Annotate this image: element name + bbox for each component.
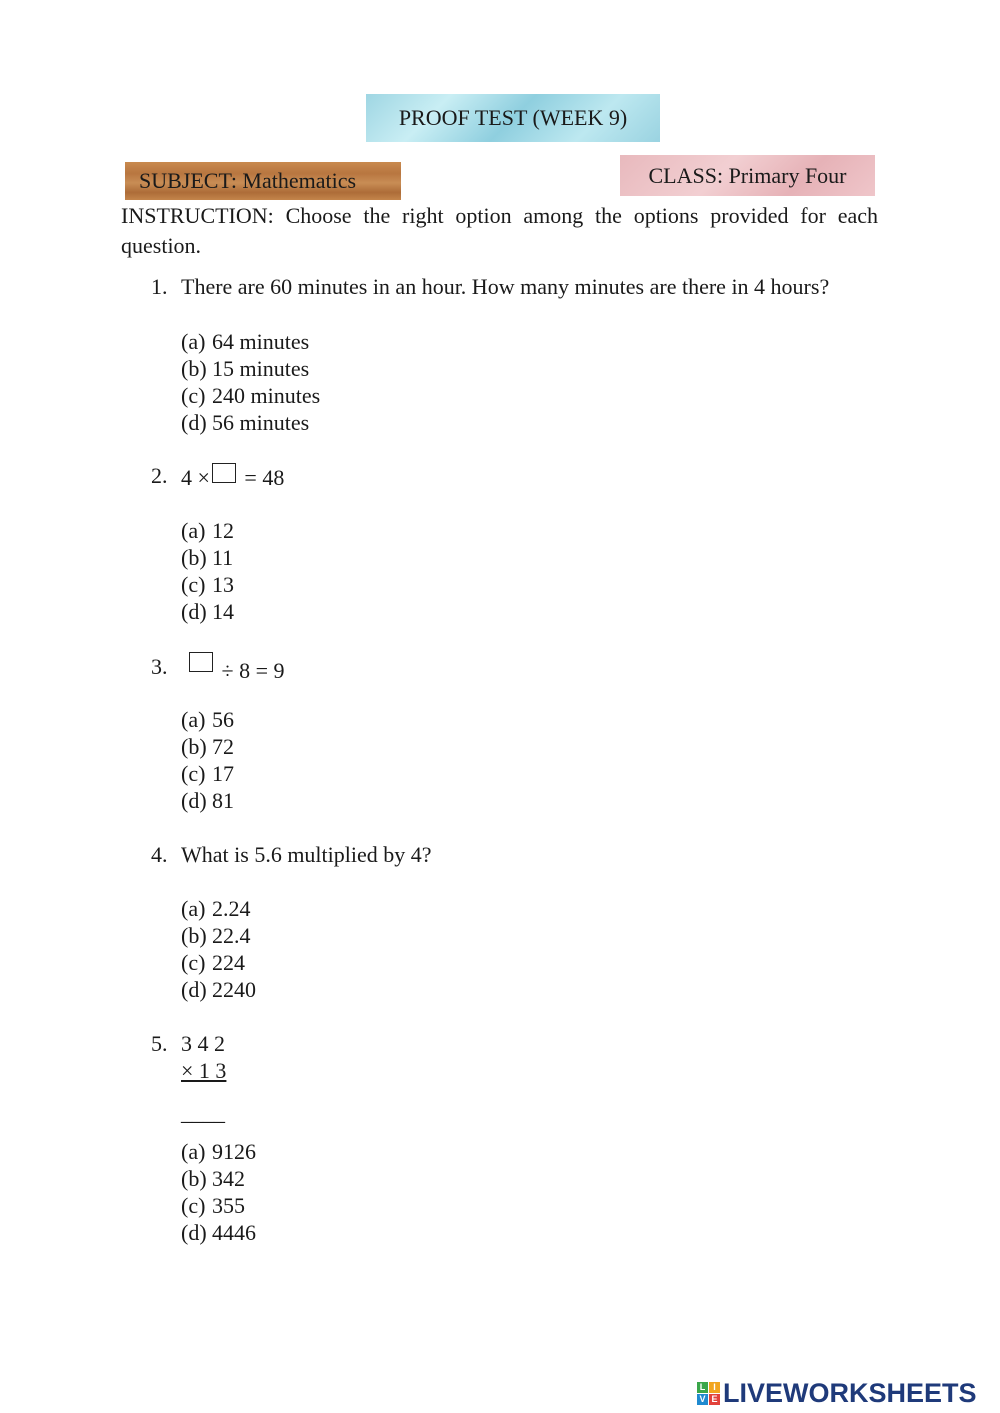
option-value: 9126 <box>212 1139 256 1164</box>
class-label: CLASS: Primary Four <box>648 162 847 188</box>
option-label: (c) <box>181 383 206 408</box>
option-value: 4446 <box>212 1220 256 1245</box>
option-value: 14 <box>212 599 234 624</box>
option-item[interactable] <box>181 1220 256 1246</box>
question-text: What is 5.6 multiplied by 4? <box>181 842 432 867</box>
question-text: There are 60 minutes in an hour. How many minutes are there in 4 hours? <box>181 274 830 299</box>
liveworksheets-brand[interactable] <box>697 1378 977 1408</box>
option-label: (d) <box>181 1220 207 1245</box>
option-item[interactable] <box>181 734 234 760</box>
option-label: (d) <box>181 788 207 813</box>
option-label: (a) <box>181 1139 206 1164</box>
class-banner <box>620 155 875 196</box>
subject-banner <box>125 162 401 200</box>
page-title: PROOF TEST (WEEK 9) <box>398 105 628 130</box>
option-value: 72 <box>212 734 234 759</box>
option-item[interactable] <box>181 383 320 409</box>
option-label: (d) <box>181 599 207 624</box>
option-item[interactable] <box>181 572 234 598</box>
option-item[interactable] <box>181 923 251 949</box>
question-number: 4. <box>151 842 168 867</box>
option-label: (d) <box>181 410 207 435</box>
option-item[interactable] <box>181 707 234 733</box>
question-number: 2. <box>151 463 168 488</box>
multiplicand: 3 4 2 <box>181 1031 225 1056</box>
option-label: (c) <box>181 761 206 786</box>
option-item[interactable] <box>181 896 251 922</box>
option-label: (d) <box>181 977 207 1002</box>
question-number: 5. <box>151 1031 168 1056</box>
option-value: 355 <box>212 1193 245 1218</box>
option-item[interactable] <box>181 410 309 436</box>
option-value: 15 minutes <box>212 356 310 381</box>
option-value: 2240 <box>212 977 256 1002</box>
title-banner <box>366 94 660 142</box>
question-text-before: 4 × <box>181 465 210 490</box>
question-text <box>187 652 284 684</box>
question-text <box>181 463 284 491</box>
answer-line: ____ <box>181 1100 225 1125</box>
logo-letter: E <box>709 1394 720 1405</box>
option-item[interactable] <box>181 356 309 382</box>
option-item[interactable] <box>181 950 245 976</box>
option-label: (a) <box>181 896 206 921</box>
option-label: (c) <box>181 572 206 597</box>
option-value: 11 <box>212 545 234 570</box>
question-text-after: ÷ 8 = 9 <box>216 658 285 683</box>
logo-letter: L <box>697 1382 708 1393</box>
option-value: 2.24 <box>212 896 251 921</box>
option-label: (b) <box>181 545 207 570</box>
multiplier: × 1 3 <box>181 1058 227 1083</box>
option-label: (b) <box>181 356 207 381</box>
option-item[interactable] <box>181 599 234 625</box>
option-label: (c) <box>181 950 206 975</box>
question-number: 3. <box>151 654 168 679</box>
option-value: 240 minutes <box>212 383 321 408</box>
option-label: (c) <box>181 1193 206 1218</box>
option-value: 22.4 <box>212 923 251 948</box>
option-item[interactable] <box>181 1193 245 1219</box>
option-label: (b) <box>181 923 207 948</box>
option-value: 12 <box>212 518 234 543</box>
option-value: 342 <box>212 1166 245 1191</box>
option-value: 17 <box>212 761 234 786</box>
answer-blank-box[interactable] <box>212 463 236 483</box>
option-value: 64 minutes <box>212 329 310 354</box>
logo-letter: V <box>697 1394 708 1405</box>
answer-blank-box[interactable] <box>189 652 213 672</box>
option-item[interactable] <box>181 1139 256 1165</box>
brand-name: LIVEWORKSHEETS <box>723 1377 977 1408</box>
instruction-text: INSTRUCTION: Choose the right option among the options provided for each question. <box>121 203 878 258</box>
option-item[interactable] <box>181 788 234 814</box>
option-label: (b) <box>181 734 207 759</box>
option-value: 224 <box>212 950 245 975</box>
option-item[interactable] <box>181 761 234 787</box>
option-label: (a) <box>181 707 206 732</box>
question-number: 1. <box>151 274 168 299</box>
option-label: (b) <box>181 1166 207 1191</box>
option-value: 13 <box>212 572 234 597</box>
option-value: 56 minutes <box>212 410 310 435</box>
liveworksheets-logo-icon <box>697 1382 720 1405</box>
option-label: (a) <box>181 518 206 543</box>
option-item[interactable] <box>181 518 234 544</box>
option-item[interactable] <box>181 329 309 355</box>
option-label: (a) <box>181 329 206 354</box>
option-value: 56 <box>212 707 234 732</box>
subject-label: SUBJECT: Mathematics <box>139 168 357 193</box>
option-item[interactable] <box>181 1166 245 1192</box>
question-text-after: = 48 <box>238 465 285 490</box>
logo-letter: I <box>709 1382 720 1393</box>
option-item[interactable] <box>181 545 233 571</box>
option-item[interactable] <box>181 977 256 1003</box>
option-value: 81 <box>212 788 234 813</box>
